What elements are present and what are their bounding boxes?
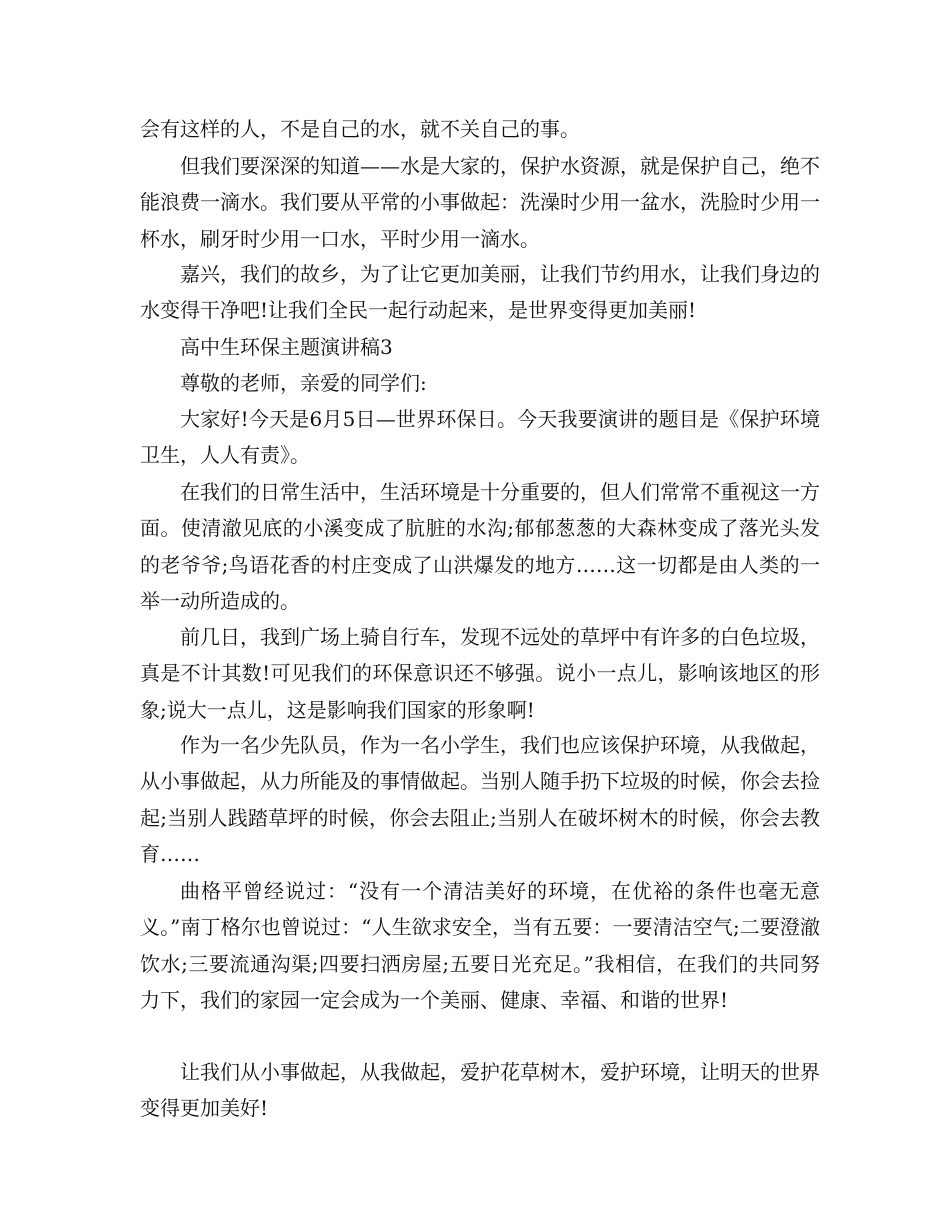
paragraph-daily-life: 在我们的日常生活中，生活环境是十分重要的，但人们常常不重视这一方面。使清澈见底的小溪变成了肮脏的水沟;郁郁葱葱的大森林变成了落光头发的老爷爷;鸟语花香的村庄变成了山洪爆发的地方……这一切都是由人类的一举一动所造成的。 [140,480,820,613]
paragraph-jiaxing: 嘉兴，我们的故乡，为了让它更加美丽，让我们节约用水，让我们身边的水变得干净吧!让我们全民一起行动起来，是世界变得更加美丽! [140,262,820,323]
section-heading: 高中生环保主题演讲稿3 [180,335,393,359]
paragraph-water-protection: 但我们要深深的知道——水是大家的，保护水资源，就是保护自己，绝不能浪费一滴水。我们要从平常的小事做起：洗澡时少用一盆水，洗脸时少用一杯水，刷牙时少用一口水，平时少用一滴水。 [140,154,820,251]
paragraph-greeting: 大家好!今天是6月5日—世界环保日。今天我要演讲的题目是《保护环境卫生，人人有责》。 [140,407,820,468]
paragraph-closing: 让我们从小事做起，从我做起，爱护花草树木，爱护环境，让明天的世界变得更加美好! [140,1060,820,1121]
paragraph-young-pioneer: 作为一名少先队员，作为一名小学生，我们也应该保护环境，从我做起，从小事做起，从力所能及的事情做起。当别人随手扔下垃圾的时候，你会去捡起;当别人践踏草坪的时候，你会去阻止;当别人在破坏树木的时候，你会去教育…… [140,733,820,866]
salutation: 尊敬的老师，亲爱的同学们: [180,371,427,395]
paragraph-continuation: 会有这样的人，不是自己的水，就不关自己的事。 [140,117,580,141]
paragraph-square: 前几日，我到广场上骑自行车，发现不远处的草坪中有许多的白色垃圾，真是不计其数!可见我们的环保意识还不够强。说小一点儿，影响该地区的形象;说大一点儿，这是影响我们国家的形象啊! [140,625,820,722]
paragraph-quotes: 曲格平曾经说过：“没有一个清洁美好的环境，在优裕的条件也毫无意义。”南丁格尔也曾说过：“人生欲求安全，当有五要：一要清洁空气;二要澄澈饮水;三要流通沟渠;四要扫洒房屋;五要日光充足。”我相信，在我们的共同努力下，我们的家园一定会成为一个美丽、健康、幸福、和谐的世界! [140,879,820,1012]
